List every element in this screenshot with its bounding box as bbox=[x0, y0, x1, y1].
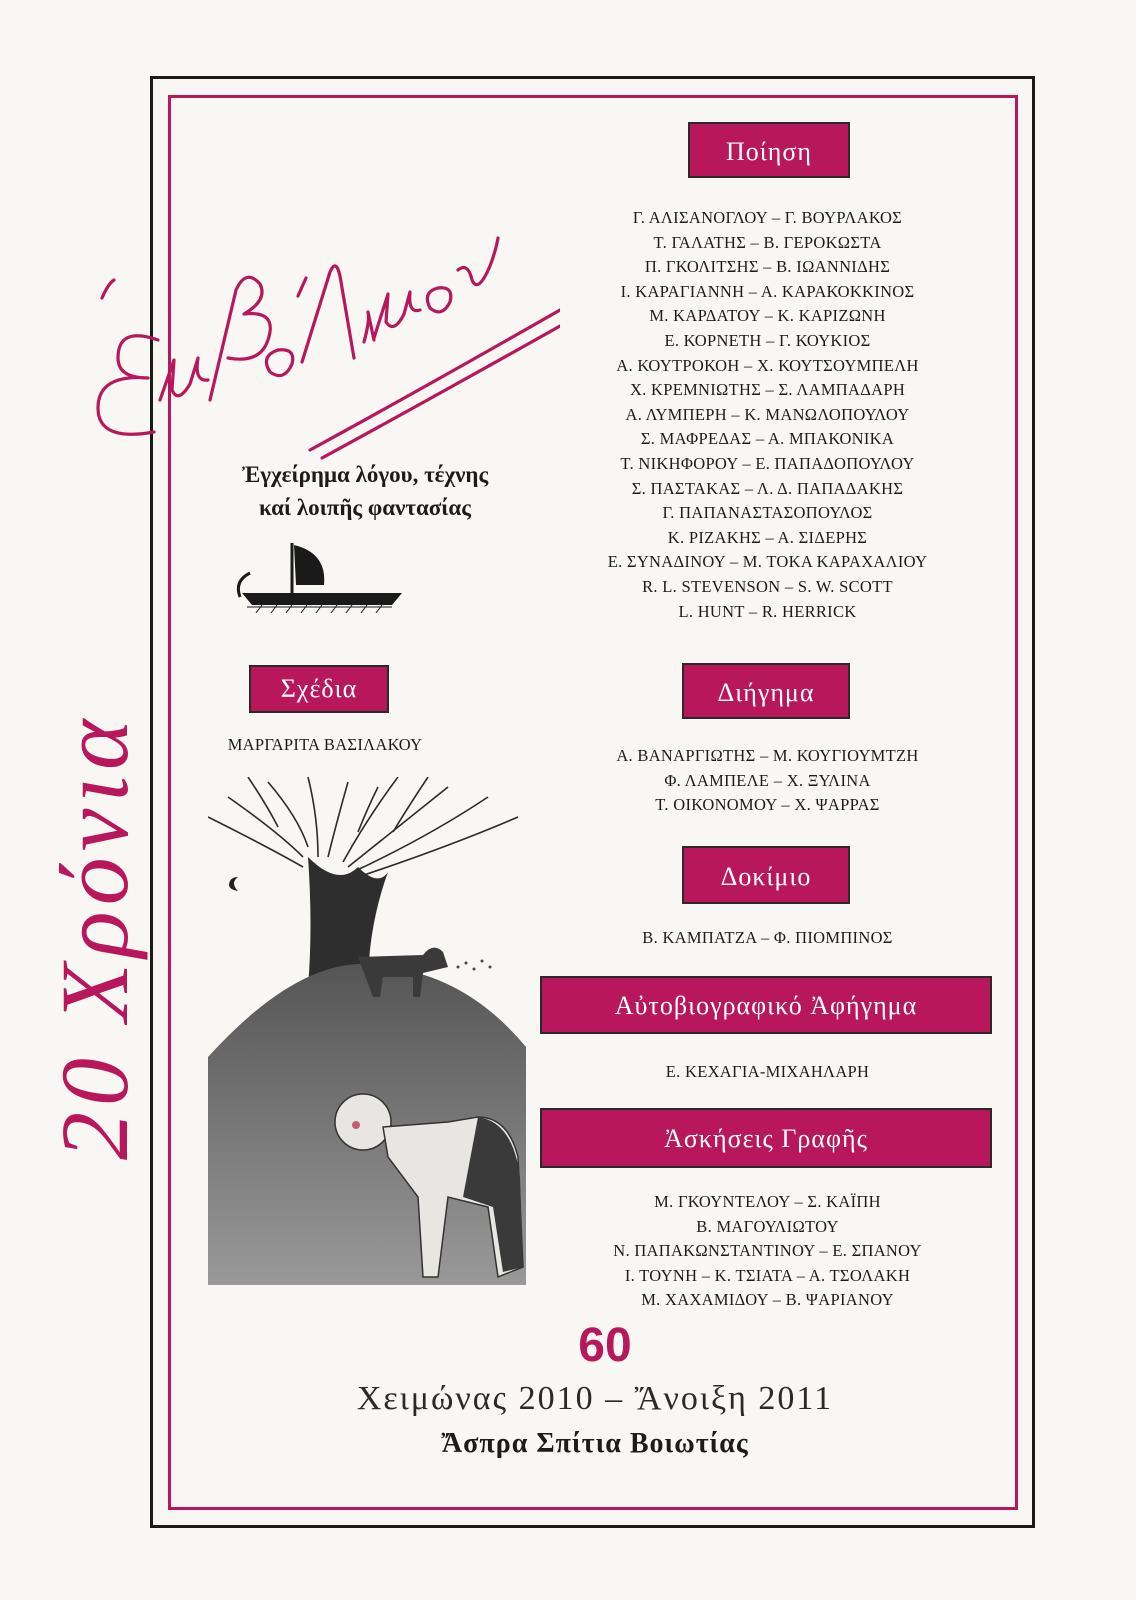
journal-logo bbox=[40, 150, 560, 480]
issue-place: Ἄσπρα Σπίτια Βοιωτίας bbox=[441, 1428, 749, 1459]
poetry-name: R. L. STEVENSON – S. W. SCOTT bbox=[642, 576, 893, 596]
short-story-label: Διήγημα bbox=[682, 663, 850, 719]
poetry-name: Α. ΚΟΥΤΡΟΚΟΗ – Χ. ΚΟΥΤΣΟΥΜΠΕΛΗ bbox=[616, 355, 919, 375]
drawings-label: Σχέδια bbox=[249, 665, 389, 713]
poetry-name: L. HUNT – R. HERRICK bbox=[678, 601, 857, 621]
ship-drawing bbox=[232, 533, 412, 613]
tagline-line-1: Ἐγχείρημα λόγου, τέχνης bbox=[241, 462, 489, 487]
writing-exercises-names bbox=[540, 1190, 995, 1313]
writing-exercises-name: Μ. ΓΚΟΥΝΤΕΛΟΥ – Σ. ΚΑΪΠΗ bbox=[654, 1192, 881, 1211]
short-story-name: Τ. ΟΙΚΟΝΟΜΟΥ – Χ. ΨΑΡΡΑΣ bbox=[655, 795, 880, 815]
poetry-name: Α. ΛΥΜΠΕΡΗ – Κ. ΜΑΝΩΛΟΠΟΥΛΟΥ bbox=[625, 404, 910, 424]
essay-names bbox=[540, 926, 995, 951]
drawings-name: ΜΑΡΓΑΡΙΤΑ ΒΑΣΙΛΑΚΟΥ bbox=[227, 735, 423, 754]
poetry-name: Τ. ΝΙΚΗΦΟΡΟΥ – Ε. ΠΑΠΑΔΟΠΟΥΛΟΥ bbox=[620, 453, 915, 473]
writing-exercises-name: Ν. ΠΑΠΑΚΩΝΣΤΑΝΤΙΝΟΥ – Ε. ΣΠΑΝΟΥ bbox=[613, 1241, 922, 1261]
tagline bbox=[185, 458, 545, 524]
short-story-name: Φ. ΛΑΜΠΕΛΕ – Χ. ΞΥΛΙΝΑ bbox=[664, 770, 871, 790]
poetry-name: Μ. ΚΑΡΔΑΤΟΥ – Κ. ΚΑΡΙΖΩΝΗ bbox=[649, 306, 886, 326]
autobiographical-label: Αὐτοβιογραφικό Ἀφήγημα bbox=[540, 976, 992, 1034]
poetry-name: Ε. ΚΟΡΝΕΤΗ – Γ. ΚΟΥΚΙΟΣ bbox=[664, 330, 871, 350]
writing-exercises-label: Ἀσκήσεις Γραφῆς bbox=[540, 1108, 992, 1168]
essay-name: Β. ΚΑΜΠΑΤΖΑ – Φ. ΠΙΟΜΠΙΝΟΣ bbox=[642, 928, 893, 947]
drawings-names bbox=[190, 733, 460, 758]
poetry-name: Σ. ΠΑΣΤΑΚΑΣ – Λ. Δ. ΠΑΠΑΔΑΚΗΣ bbox=[631, 478, 904, 498]
short-story-name: Α. ΒΑΝΑΡΓΙΩΤΗΣ – Μ. ΚΟΥΓΙΟΥΜΤΖΗ bbox=[616, 746, 919, 765]
writing-exercises-name: Ι. ΤΟΥΝΗ – Κ. ΤΣΙΑΤΑ – Α. ΤΣΟΛΑΚΗ bbox=[624, 1265, 911, 1285]
tagline-line-2: καί λοιπῆς φαντασίας bbox=[259, 495, 471, 520]
poetry-name: Γ. ΑΛΙΣΑΝΟΓΛΟΥ – Γ. ΒΟΥΡΛΑΚΟΣ bbox=[632, 208, 903, 227]
logo-signature bbox=[40, 150, 560, 480]
poetry-name: Π. ΓΚΟΛΙΤΣΗΣ – Β. ΙΩΑΝΝΙΔΗΣ bbox=[644, 257, 891, 277]
anniversary-title: 20 Χρόνια bbox=[41, 713, 148, 1160]
issue-season: Χειμώνας 2010 – Ἄνοιξη 2011 bbox=[356, 1380, 834, 1417]
writing-exercises-name: Β. ΜΑΓΟΥΛΙΩΤΟΥ bbox=[696, 1216, 839, 1236]
autobiographical-name: Ε. ΚΕΧΑΓΙΑ-ΜΙΧΑΗΛΑΡΗ bbox=[665, 1062, 870, 1081]
writing-exercises-name: Μ. ΧΑΧΑΜΙΔΟΥ – Β. ΨΑΡΙΑΝΟΥ bbox=[641, 1290, 894, 1310]
poetry-name: Κ. ΡΙΖΑΚΗΣ – Α. ΣΙΔΕΡΗΣ bbox=[667, 527, 868, 547]
pencil-illustration bbox=[208, 777, 526, 1285]
poetry-name: Τ. ΓΑΛΑΤΗΣ – Β. ΓΕΡΟΚΩΣΤΑ bbox=[653, 232, 882, 252]
poetry-name: Σ. ΜΑΦΡΕΔΑΣ – Α. ΜΠΑΚΟΝΙΚΑ bbox=[640, 429, 895, 449]
essay-label: Δοκίμιο bbox=[682, 846, 850, 904]
poetry-name: Χ. ΚΡΕΜΝΙΩΤΗΣ – Σ. ΛΑΜΠΑΔΑΡΗ bbox=[629, 380, 906, 400]
issue-number: 60 bbox=[578, 1319, 632, 1372]
autobiographical-names bbox=[540, 1060, 995, 1085]
poetry-label: Ποίηση bbox=[688, 122, 850, 178]
poetry-name: Γ. ΠΑΠΑΝΑΣΤΑΣΟΠΟΥΛΟΣ bbox=[662, 503, 873, 523]
poetry-name: Ε. ΣΥΝΑΔΙΝΟΥ – Μ. ΤΟΚΑ ΚΑΡΑΧΑΛΙΟΥ bbox=[607, 552, 928, 572]
short-story-names bbox=[540, 744, 995, 818]
poetry-names bbox=[540, 206, 995, 624]
poetry-name: Ι. ΚΑΡΑΓΙΑΝΝΗ – Α. ΚΑΡΑΚΟΚΚΙΝΟΣ bbox=[620, 281, 915, 301]
svg-text:Ἔμβόλιμον: Ἔμβόλιμον bbox=[40, 150, 45, 151]
